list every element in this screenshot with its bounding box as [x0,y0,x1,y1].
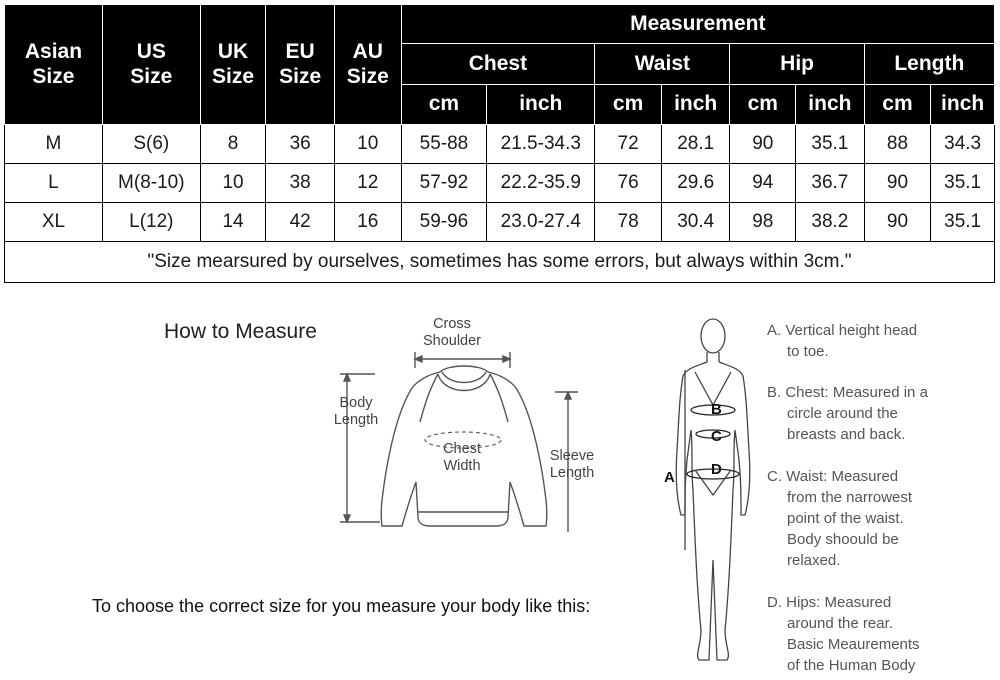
unit-header: inch [661,85,730,125]
table-row [5,164,995,203]
table-cell: M(8-10) [102,164,200,203]
table-cell: 30.4 [661,203,730,242]
table-cell: 36 [266,125,335,164]
table-cell: 36.7 [796,164,865,203]
table-cell: 42 [266,203,335,242]
table-cell: 38 [266,164,335,203]
us-size-header: US Size [102,5,200,125]
unit-header: cm [864,85,931,125]
legend-line: D. Hips: Measured [767,594,892,611]
label-b: B [711,401,722,418]
legend-line: Body shoould be [787,531,899,548]
table-cell: 98 [730,203,796,242]
table-cell: 38.2 [796,203,865,242]
legend-item [767,382,997,445]
table-cell: 22.2-35.9 [487,164,595,203]
table-cell: 90 [864,203,931,242]
chest-header: Chest [401,44,595,85]
table-cell: M [5,125,103,164]
legend-line: from the narrowest [787,489,913,506]
table-cell: 57-92 [401,164,487,203]
table-cell: 94 [730,164,796,203]
legend-line: A. Vertical height head [767,322,918,339]
legend-line: around the rear. [787,615,893,632]
legend-line: of the Human Body [787,657,916,674]
legend-line: point of the waist. [787,510,904,527]
unit-header: cm [730,85,796,125]
au-size-header: AU Size [334,5,401,125]
table-cell: 16 [334,203,401,242]
table-cell: 35.1 [796,125,865,164]
table-row [5,203,995,242]
table-cell: 55-88 [401,125,487,164]
unit-header: cm [595,85,662,125]
table-cell: 35.1 [931,203,995,242]
table-cell: 76 [595,164,662,203]
legend-line: relaxed. [787,552,841,569]
table-cell: 78 [595,203,662,242]
table-cell: 21.5-34.3 [487,125,595,164]
chest-width-label: Chest Width [443,441,481,474]
label-a: A [664,469,675,486]
table-cell: 10 [334,125,401,164]
body-figure-diagram [655,310,765,680]
unit-header: cm [401,85,487,125]
table-cell: 59-96 [401,203,487,242]
measurement-note: "Size mearsured by ourselves, sometimes has some errors, but always within 3cm." [5,242,995,283]
legend-line: breasts and back. [787,426,906,443]
table-cell: 29.6 [661,164,730,203]
legend-item [767,320,997,362]
table-cell: 28.1 [661,125,730,164]
table-cell: 23.0-27.4 [487,203,595,242]
unit-header: inch [487,85,595,125]
legend-line: to toe. [787,343,829,360]
waist-header: Waist [595,44,730,85]
size-chart-table [4,4,995,283]
table-cell: 10 [200,164,266,203]
header-row [5,5,995,44]
table-row [5,125,995,164]
eu-size-header: EU Size [266,5,335,125]
sleeve-length-label: Sleeve Length [549,448,595,481]
table-cell: 90 [730,125,796,164]
length-header: Length [864,44,994,85]
table-cell: S(6) [102,125,200,164]
legend-line: C. Waist: Measured [767,468,899,485]
hip-header: Hip [730,44,864,85]
choose-size-instruction: To choose the correct size for you measure your body like this: [92,596,591,616]
legend-item [767,466,997,571]
table-cell: L [5,164,103,203]
table-cell: L(12) [102,203,200,242]
how-to-measure-title: How to Measure [164,320,317,343]
legend-line: B. Chest: Measured in a [767,384,928,401]
table-cell: 90 [864,164,931,203]
measurement-header: Measurement [401,5,994,44]
table-cell: 12 [334,164,401,203]
table-cell: 34.3 [931,125,995,164]
label-d: D [711,461,722,478]
label-c: C [711,428,722,445]
table-cell: 88 [864,125,931,164]
table-cell: 8 [200,125,266,164]
legend-line: Basic Meaurements [787,636,920,653]
table-cell: 14 [200,203,266,242]
body-length-label: Body Length [333,395,379,428]
table-cell: 35.1 [931,164,995,203]
table-cell: 72 [595,125,662,164]
asian-size-header: Asian Size [5,5,103,125]
legend-item [767,592,997,676]
uk-size-header: UK Size [200,5,266,125]
unit-header: inch [931,85,995,125]
cross-shoulder-label: Cross Shoulder [422,316,482,349]
unit-header: inch [796,85,865,125]
table-cell: XL [5,203,103,242]
legend-line: circle around the [787,405,898,422]
note-row [5,242,995,283]
